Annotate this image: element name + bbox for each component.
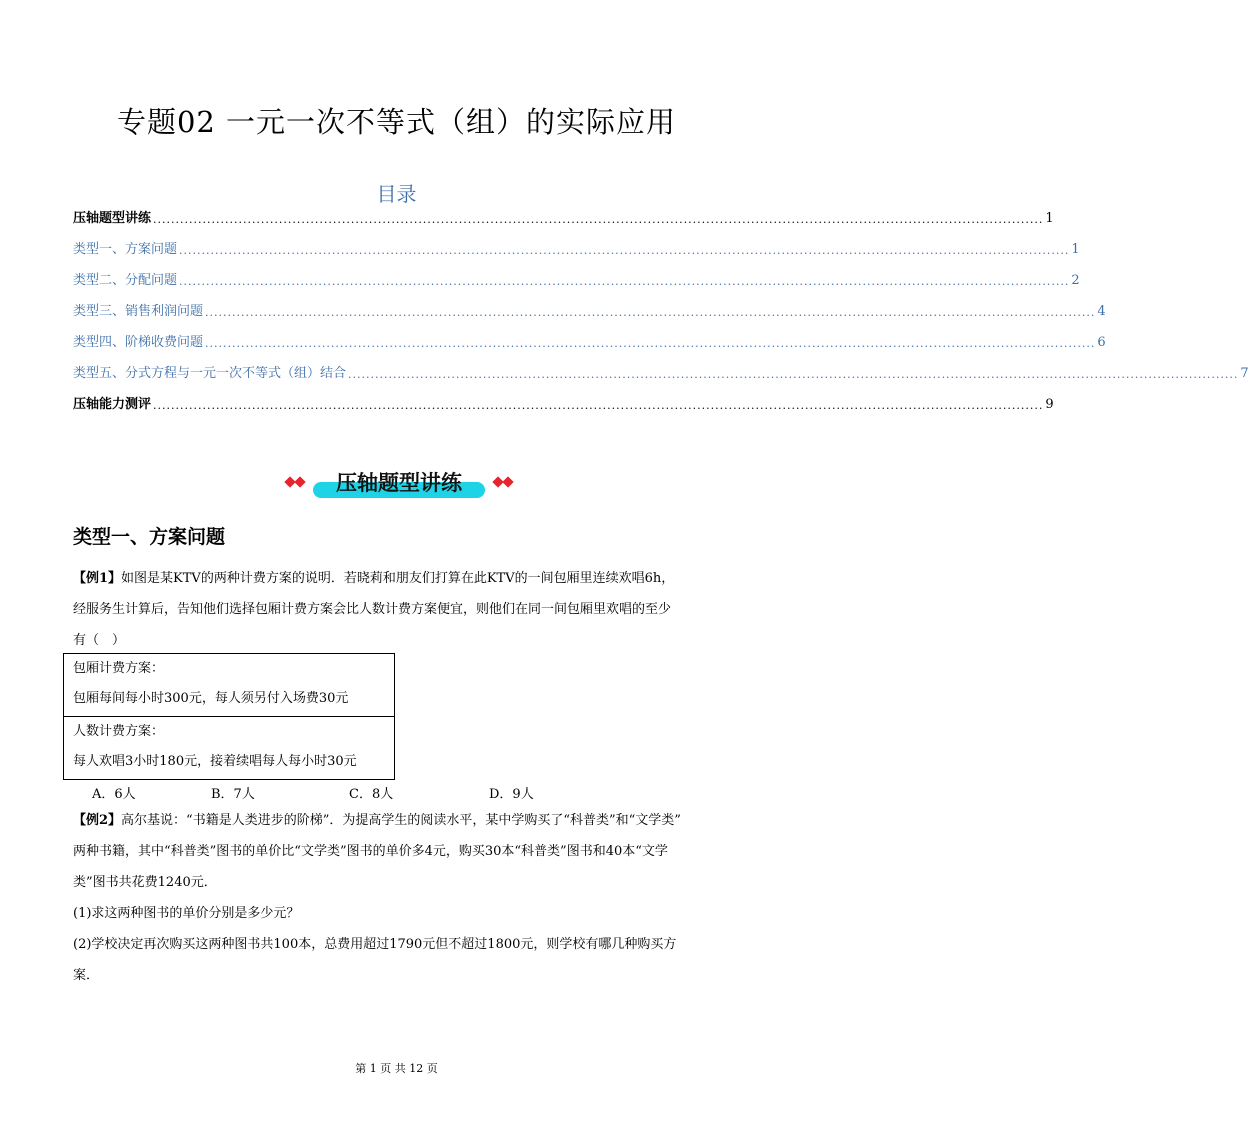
toc-item-main-practice[interactable]: 压轴题型讲练 ...................................................................................................................................................................................................... 1 (73, 211, 1054, 226)
example-1-text: 【例1】如图是某KTV的两种计费方案的说明．若晓莉和朋友们打算在此KTV的一间包厢里连续欢唱6h， 经服务生计算后，告知他们选择包厢计费方案会比人数计费方案便宜，则他们在同一间包厢里欢唱的至少 有（ ） (73, 571, 675, 648)
option-a[interactable]: A．6人 (92, 787, 136, 802)
question-1: (1)求这两种图书的单价分别是多少元？ (73, 906, 300, 921)
example-2-text: 【例2】高尔基说：“书籍是人类进步的阶梯”．为提高学生的阅读水平，某中学购买了“科普类”和“文学类” 两种书籍，其中“科普类”图书的单价比“文学类”图书的单价多4元，购买30本“科普类”图书和40本“文学 类”图书共花费1240元． (1)求这两种图书的单价分别是多少元？ (2)学校决定再次购买这两种图书共100本，总费用超过1790元但不超过1800元，则学校有哪几种购买方 案． (73, 805, 723, 991)
toc-item-type-3[interactable]: 类型三、销售利润问题 ...................................................................................................................................................................................................... 4 (73, 304, 1106, 319)
section-banner (280, 464, 516, 504)
question-2: (2)学校决定再次购买这两种图书共100本，总费用超过1790元但不超过1800元，则学校有哪几种购买方 (73, 937, 677, 952)
box-room-pricing: 包厢计费方案： 包厢每间每小时300元，每人须另付入场费30元 (63, 653, 395, 717)
banner-label: 压轴题型讲练 (336, 471, 462, 495)
toc-item-type-4[interactable]: 类型四、阶梯收费问题 ...................................................................................................................................................................................................... 6 (73, 335, 1106, 350)
toc-item-type-1[interactable]: 类型一、方案问题 ...................................................................................................................................................................................................... 1 (73, 242, 1080, 257)
toc-item-type-2[interactable]: 类型二、分配问题 ...................................................................................................................................................................................................... 2 (73, 273, 1080, 288)
page-footer: 第 1 页 共 12 页 (355, 1062, 438, 1075)
toc-item-assessment[interactable]: 压轴能力测评 ...................................................................................................................................................................................................... 9 (73, 397, 1054, 412)
option-c[interactable]: C．8人 (349, 787, 394, 802)
option-d[interactable]: D．9人 (489, 787, 534, 802)
section-heading: 类型一、方案问题 (73, 526, 226, 548)
box-person-pricing: 人数计费方案： 每人欢唱3小时180元，接着续唱每人每小时30元 (63, 716, 395, 780)
option-b[interactable]: B．7人 (211, 787, 255, 802)
toc-heading: 目录 (376, 182, 417, 206)
diamond-icon (502, 476, 513, 487)
page-title: 专题02 一元一次不等式（组）的实际应用 (116, 105, 677, 139)
diamond-icon (294, 476, 305, 487)
toc-item-type-5[interactable]: 类型五、分式方程与一元一次不等式（组）结合 ...................................................................................................................................................................................................... 7 (73, 366, 1249, 381)
